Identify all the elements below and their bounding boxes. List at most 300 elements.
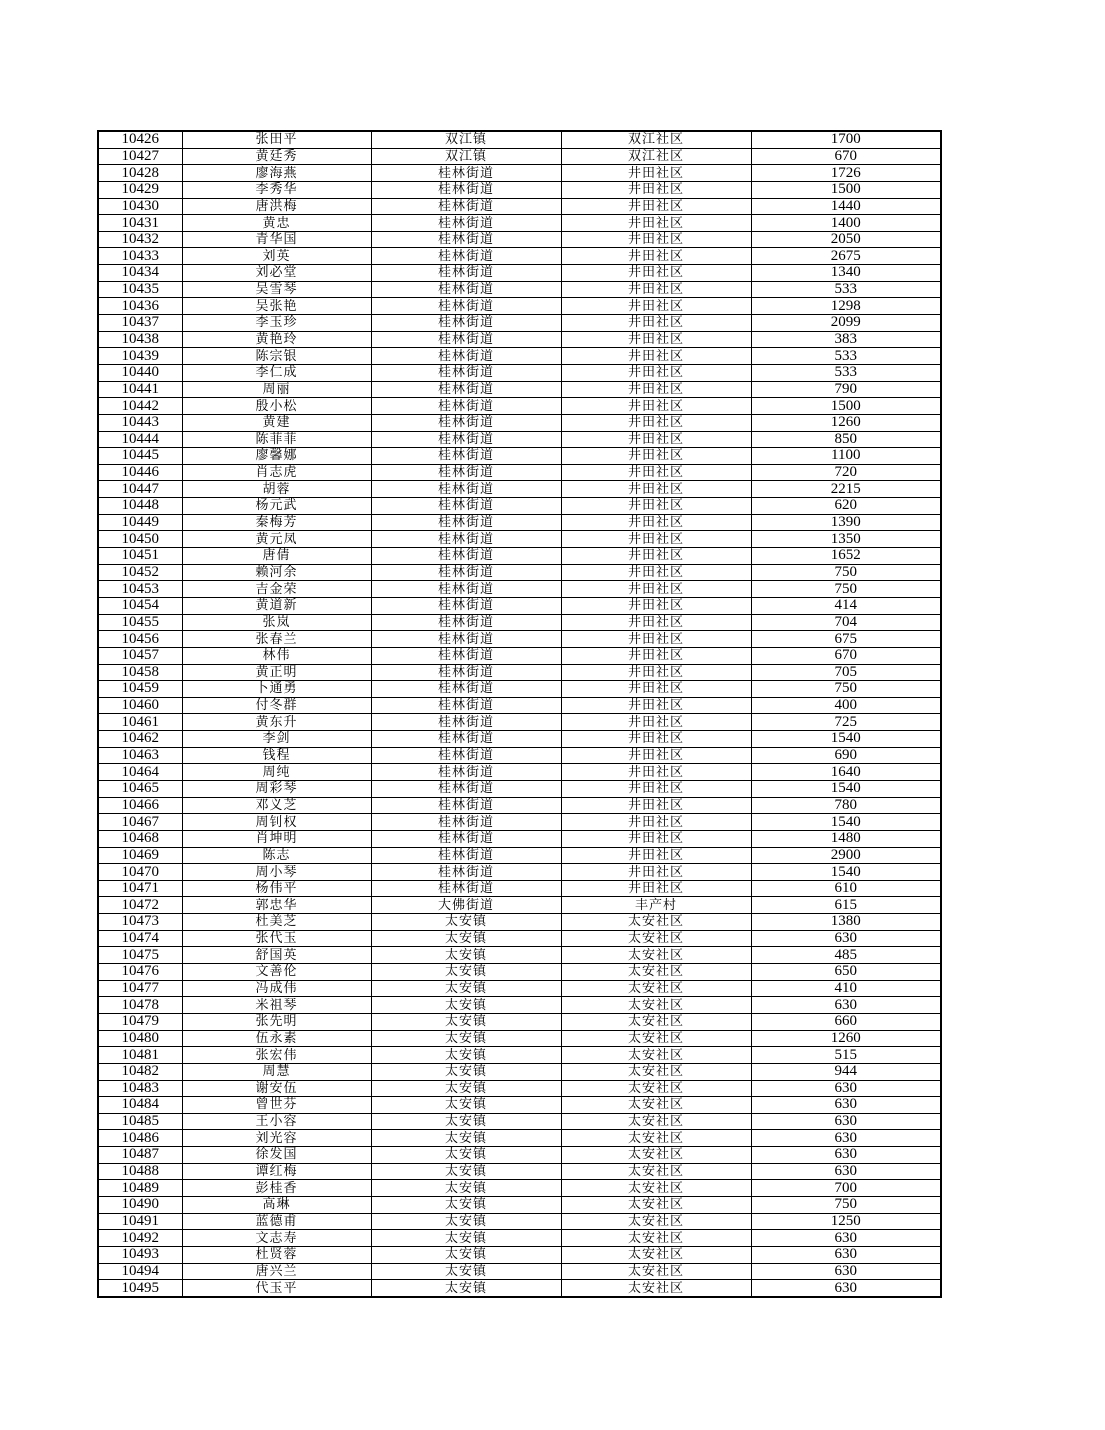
street-cell: 桂林街道 <box>371 181 561 198</box>
community-cell: 井田社区 <box>561 764 751 781</box>
community-cell: 井田社区 <box>561 880 751 897</box>
street-cell: 桂林街道 <box>371 198 561 215</box>
amount-cell: 1726 <box>751 165 941 182</box>
street-cell: 桂林街道 <box>371 298 561 315</box>
table-row <box>98 248 941 265</box>
name-cell: 周纯 <box>182 764 371 781</box>
row-id-cell: 10465 <box>98 780 182 797</box>
row-id-cell: 10428 <box>98 165 182 182</box>
street-cell: 桂林街道 <box>371 847 561 864</box>
community-cell: 井田社区 <box>561 348 751 365</box>
street-cell: 桂林街道 <box>371 714 561 731</box>
name-cell: 蓝德甫 <box>182 1213 371 1230</box>
street-cell: 太安镇 <box>371 1097 561 1114</box>
name-cell: 唐兴兰 <box>182 1263 371 1280</box>
amount-cell: 700 <box>751 1180 941 1197</box>
community-cell: 井田社区 <box>561 597 751 614</box>
name-cell: 曾世芬 <box>182 1097 371 1114</box>
street-cell: 桂林街道 <box>371 165 561 182</box>
table-row <box>98 464 941 481</box>
amount-cell: 1500 <box>751 181 941 198</box>
street-cell: 大佛街道 <box>371 897 561 914</box>
amount-cell: 610 <box>751 880 941 897</box>
community-cell: 井田社区 <box>561 498 751 515</box>
community-cell: 井田社区 <box>561 481 751 498</box>
row-id-cell: 10495 <box>98 1280 182 1297</box>
table-row <box>98 498 941 515</box>
table-row <box>98 731 941 748</box>
name-cell: 肖志虎 <box>182 464 371 481</box>
row-id-cell: 10429 <box>98 181 182 198</box>
table-row <box>98 398 941 415</box>
row-id-cell: 10464 <box>98 764 182 781</box>
amount-cell: 1380 <box>751 914 941 931</box>
community-cell: 井田社区 <box>561 331 751 348</box>
name-cell: 吉金荣 <box>182 581 371 598</box>
table-row <box>98 964 941 981</box>
amount-cell: 790 <box>751 381 941 398</box>
table-row <box>98 265 941 282</box>
table-row <box>98 747 941 764</box>
table-row <box>98 930 941 947</box>
table-row <box>98 914 941 931</box>
community-cell: 井田社区 <box>561 647 751 664</box>
name-cell: 吴张艳 <box>182 298 371 315</box>
community-cell: 双江社区 <box>561 131 751 148</box>
community-cell: 太安社区 <box>561 1180 751 1197</box>
name-cell: 刘光容 <box>182 1130 371 1147</box>
row-id-cell: 10431 <box>98 215 182 232</box>
street-cell: 太安镇 <box>371 964 561 981</box>
street-cell: 桂林街道 <box>371 348 561 365</box>
amount-cell: 620 <box>751 498 941 515</box>
community-cell: 井田社区 <box>561 864 751 881</box>
name-cell: 黄元凤 <box>182 531 371 548</box>
amount-cell: 533 <box>751 281 941 298</box>
table-row <box>98 1030 941 1047</box>
row-id-cell: 10458 <box>98 664 182 681</box>
table-row <box>98 1213 941 1230</box>
table-row <box>98 1113 941 1130</box>
street-cell: 桂林街道 <box>371 731 561 748</box>
name-cell: 郭忠华 <box>182 897 371 914</box>
name-cell: 赖河余 <box>182 564 371 581</box>
amount-cell: 1640 <box>751 764 941 781</box>
name-cell: 黄东升 <box>182 714 371 731</box>
community-cell: 井田社区 <box>561 814 751 831</box>
name-cell: 陈宗银 <box>182 348 371 365</box>
row-id-cell: 10442 <box>98 398 182 415</box>
street-cell: 太安镇 <box>371 1080 561 1097</box>
row-id-cell: 10482 <box>98 1063 182 1080</box>
street-cell: 桂林街道 <box>371 514 561 531</box>
row-id-cell: 10489 <box>98 1180 182 1197</box>
amount-cell: 944 <box>751 1063 941 1080</box>
street-cell: 桂林街道 <box>371 281 561 298</box>
row-id-cell: 10441 <box>98 381 182 398</box>
row-id-cell: 10453 <box>98 581 182 598</box>
name-cell: 王小容 <box>182 1113 371 1130</box>
street-cell: 太安镇 <box>371 1163 561 1180</box>
table-row <box>98 847 941 864</box>
table-row <box>98 348 941 365</box>
table-row <box>98 864 941 881</box>
row-id-cell: 10461 <box>98 714 182 731</box>
amount-cell: 2675 <box>751 248 941 265</box>
row-id-cell: 10457 <box>98 647 182 664</box>
amount-cell: 1540 <box>751 814 941 831</box>
community-cell: 井田社区 <box>561 681 751 698</box>
amount-cell: 1100 <box>751 448 941 465</box>
name-cell: 张代玉 <box>182 930 371 947</box>
table-row <box>98 1130 941 1147</box>
row-id-cell: 10481 <box>98 1047 182 1064</box>
name-cell: 付冬群 <box>182 697 371 714</box>
table-row <box>98 664 941 681</box>
table-row <box>98 431 941 448</box>
community-cell: 井田社区 <box>561 431 751 448</box>
street-cell: 桂林街道 <box>371 797 561 814</box>
community-cell: 井田社区 <box>561 281 751 298</box>
street-cell: 桂林街道 <box>371 780 561 797</box>
table-row <box>98 564 941 581</box>
row-id-cell: 10477 <box>98 980 182 997</box>
amount-cell: 1500 <box>751 398 941 415</box>
community-cell: 太安社区 <box>561 1246 751 1263</box>
table-row <box>98 1013 941 1030</box>
name-cell: 黄道新 <box>182 597 371 614</box>
table-row <box>98 315 941 332</box>
street-cell: 太安镇 <box>371 1147 561 1164</box>
name-cell: 李剑 <box>182 731 371 748</box>
amount-cell: 630 <box>751 1113 941 1130</box>
row-id-cell: 10478 <box>98 997 182 1014</box>
street-cell: 桂林街道 <box>371 531 561 548</box>
community-cell: 井田社区 <box>561 714 751 731</box>
amount-cell: 750 <box>751 581 941 598</box>
row-id-cell: 10472 <box>98 897 182 914</box>
community-cell: 太安社区 <box>561 1047 751 1064</box>
name-cell: 张春兰 <box>182 631 371 648</box>
community-cell: 太安社区 <box>561 1230 751 1247</box>
community-cell: 井田社区 <box>561 780 751 797</box>
table-row <box>98 1280 941 1297</box>
table-row <box>98 830 941 847</box>
table-row <box>98 281 941 298</box>
community-cell: 太安社区 <box>561 930 751 947</box>
name-cell: 黄艳玲 <box>182 331 371 348</box>
community-cell: 太安社区 <box>561 1280 751 1297</box>
name-cell: 秦梅芳 <box>182 514 371 531</box>
community-cell: 井田社区 <box>561 315 751 332</box>
row-id-cell: 10455 <box>98 614 182 631</box>
street-cell: 桂林街道 <box>371 614 561 631</box>
name-cell: 钱程 <box>182 747 371 764</box>
amount-cell: 1540 <box>751 780 941 797</box>
table-row <box>98 448 941 465</box>
amount-cell: 660 <box>751 1013 941 1030</box>
amount-cell: 630 <box>751 1097 941 1114</box>
community-cell: 井田社区 <box>561 747 751 764</box>
amount-cell: 1700 <box>751 131 941 148</box>
community-cell: 太安社区 <box>561 1097 751 1114</box>
street-cell: 桂林街道 <box>371 414 561 431</box>
name-cell: 邓义芝 <box>182 797 371 814</box>
street-cell: 太安镇 <box>371 1197 561 1214</box>
street-cell: 桂林街道 <box>371 448 561 465</box>
row-id-cell: 10426 <box>98 131 182 148</box>
community-cell: 井田社区 <box>561 398 751 415</box>
amount-cell: 630 <box>751 1130 941 1147</box>
amount-cell: 533 <box>751 348 941 365</box>
table-row <box>98 681 941 698</box>
name-cell: 刘必堂 <box>182 265 371 282</box>
row-id-cell: 10446 <box>98 464 182 481</box>
community-cell: 太安社区 <box>561 964 751 981</box>
street-cell: 桂林街道 <box>371 664 561 681</box>
amount-cell: 670 <box>751 647 941 664</box>
row-id-cell: 10450 <box>98 531 182 548</box>
name-cell: 廖馨娜 <box>182 448 371 465</box>
table-body <box>98 131 941 1297</box>
street-cell: 桂林街道 <box>371 315 561 332</box>
amount-cell: 2050 <box>751 231 941 248</box>
row-id-cell: 10430 <box>98 198 182 215</box>
row-id-cell: 10480 <box>98 1030 182 1047</box>
row-id-cell: 10435 <box>98 281 182 298</box>
community-cell: 井田社区 <box>561 381 751 398</box>
row-id-cell: 10454 <box>98 597 182 614</box>
community-cell: 井田社区 <box>561 548 751 565</box>
street-cell: 桂林街道 <box>371 265 561 282</box>
row-id-cell: 10432 <box>98 231 182 248</box>
row-id-cell: 10448 <box>98 498 182 515</box>
row-id-cell: 10490 <box>98 1197 182 1214</box>
table-row <box>98 714 941 731</box>
table-row <box>98 1163 941 1180</box>
table-row <box>98 1230 941 1247</box>
row-id-cell: 10459 <box>98 681 182 698</box>
amount-cell: 705 <box>751 664 941 681</box>
street-cell: 桂林街道 <box>371 548 561 565</box>
community-cell: 太安社区 <box>561 1213 751 1230</box>
name-cell: 代玉平 <box>182 1280 371 1297</box>
street-cell: 桂林街道 <box>371 747 561 764</box>
street-cell: 桂林街道 <box>371 697 561 714</box>
row-id-cell: 10463 <box>98 747 182 764</box>
community-cell: 井田社区 <box>561 298 751 315</box>
name-cell: 黄正明 <box>182 664 371 681</box>
amount-cell: 485 <box>751 947 941 964</box>
amount-cell: 630 <box>751 1246 941 1263</box>
table-row <box>98 780 941 797</box>
table-row <box>98 647 941 664</box>
community-cell: 双江社区 <box>561 148 751 165</box>
table-row <box>98 581 941 598</box>
street-cell: 太安镇 <box>371 1230 561 1247</box>
row-id-cell: 10443 <box>98 414 182 431</box>
name-cell: 肖坤明 <box>182 830 371 847</box>
name-cell: 谭红梅 <box>182 1163 371 1180</box>
amount-cell: 383 <box>751 331 941 348</box>
name-cell: 唐洪梅 <box>182 198 371 215</box>
row-id-cell: 10439 <box>98 348 182 365</box>
community-cell: 太安社区 <box>561 980 751 997</box>
row-id-cell: 10427 <box>98 148 182 165</box>
name-cell: 林伟 <box>182 647 371 664</box>
row-id-cell: 10467 <box>98 814 182 831</box>
name-cell: 文志寿 <box>182 1230 371 1247</box>
row-id-cell: 10452 <box>98 564 182 581</box>
name-cell: 冯成伟 <box>182 980 371 997</box>
name-cell: 李仁成 <box>182 364 371 381</box>
street-cell: 桂林街道 <box>371 398 561 415</box>
row-id-cell: 10470 <box>98 864 182 881</box>
name-cell: 吴雪琴 <box>182 281 371 298</box>
amount-cell: 1260 <box>751 414 941 431</box>
community-cell: 井田社区 <box>561 364 751 381</box>
amount-cell: 1400 <box>751 215 941 232</box>
amount-cell: 1390 <box>751 514 941 531</box>
street-cell: 太安镇 <box>371 980 561 997</box>
community-cell: 太安社区 <box>561 1147 751 1164</box>
community-cell: 丰产村 <box>561 897 751 914</box>
row-id-cell: 10488 <box>98 1163 182 1180</box>
row-id-cell: 10460 <box>98 697 182 714</box>
street-cell: 桂林街道 <box>371 248 561 265</box>
table-row <box>98 215 941 232</box>
amount-cell: 400 <box>751 697 941 714</box>
street-cell: 桂林街道 <box>371 814 561 831</box>
amount-cell: 630 <box>751 1080 941 1097</box>
community-cell: 太安社区 <box>561 947 751 964</box>
table-row <box>98 331 941 348</box>
amount-cell: 704 <box>751 614 941 631</box>
amount-cell: 1540 <box>751 731 941 748</box>
community-cell: 太安社区 <box>561 997 751 1014</box>
name-cell: 谢安伍 <box>182 1080 371 1097</box>
row-id-cell: 10436 <box>98 298 182 315</box>
street-cell: 桂林街道 <box>371 231 561 248</box>
row-id-cell: 10437 <box>98 315 182 332</box>
community-cell: 太安社区 <box>561 1163 751 1180</box>
name-cell: 黄建 <box>182 414 371 431</box>
amount-cell: 750 <box>751 564 941 581</box>
amount-cell: 630 <box>751 930 941 947</box>
row-id-cell: 10462 <box>98 731 182 748</box>
name-cell: 彭桂香 <box>182 1180 371 1197</box>
street-cell: 太安镇 <box>371 1213 561 1230</box>
amount-cell: 850 <box>751 431 941 448</box>
row-id-cell: 10438 <box>98 331 182 348</box>
amount-cell: 630 <box>751 1147 941 1164</box>
community-cell: 井田社区 <box>561 564 751 581</box>
amount-cell: 2900 <box>751 847 941 864</box>
row-id-cell: 10456 <box>98 631 182 648</box>
table-row <box>98 597 941 614</box>
table-row <box>98 1197 941 1214</box>
street-cell: 桂林街道 <box>371 764 561 781</box>
street-cell: 太安镇 <box>371 1063 561 1080</box>
street-cell: 太安镇 <box>371 1263 561 1280</box>
row-id-cell: 10449 <box>98 514 182 531</box>
community-cell: 太安社区 <box>561 1013 751 1030</box>
amount-cell: 720 <box>751 464 941 481</box>
row-id-cell: 10485 <box>98 1113 182 1130</box>
name-cell: 周彩琴 <box>182 780 371 797</box>
row-id-cell: 10484 <box>98 1097 182 1114</box>
community-cell: 井田社区 <box>561 265 751 282</box>
row-id-cell: 10444 <box>98 431 182 448</box>
amount-cell: 414 <box>751 597 941 614</box>
community-cell: 井田社区 <box>561 830 751 847</box>
table-row <box>98 1147 941 1164</box>
amount-cell: 1480 <box>751 830 941 847</box>
amount-cell: 2215 <box>751 481 941 498</box>
table-row <box>98 814 941 831</box>
name-cell: 米祖琴 <box>182 997 371 1014</box>
name-cell: 周钊权 <box>182 814 371 831</box>
street-cell: 桂林街道 <box>371 880 561 897</box>
name-cell: 徐发国 <box>182 1147 371 1164</box>
street-cell: 桂林街道 <box>371 681 561 698</box>
table-row <box>98 880 941 897</box>
street-cell: 桂林街道 <box>371 830 561 847</box>
row-id-cell: 10487 <box>98 1147 182 1164</box>
street-cell: 桂林街道 <box>371 581 561 598</box>
amount-cell: 675 <box>751 631 941 648</box>
name-cell: 黄廷秀 <box>182 148 371 165</box>
community-cell: 井田社区 <box>561 448 751 465</box>
table-row <box>98 1063 941 1080</box>
row-id-cell: 10491 <box>98 1213 182 1230</box>
amount-cell: 690 <box>751 747 941 764</box>
table-row <box>98 181 941 198</box>
street-cell: 太安镇 <box>371 930 561 947</box>
amount-cell: 650 <box>751 964 941 981</box>
name-cell: 周小琴 <box>182 864 371 881</box>
street-cell: 太安镇 <box>371 947 561 964</box>
row-id-cell: 10483 <box>98 1080 182 1097</box>
street-cell: 桂林街道 <box>371 464 561 481</box>
table-row <box>98 381 941 398</box>
name-cell: 廖海燕 <box>182 165 371 182</box>
street-cell: 太安镇 <box>371 1113 561 1130</box>
street-cell: 太安镇 <box>371 997 561 1014</box>
community-cell: 井田社区 <box>561 531 751 548</box>
row-id-cell: 10440 <box>98 364 182 381</box>
amount-cell: 750 <box>751 681 941 698</box>
street-cell: 桂林街道 <box>371 215 561 232</box>
name-cell: 杨元武 <box>182 498 371 515</box>
name-cell: 杜贤蓉 <box>182 1246 371 1263</box>
street-cell: 太安镇 <box>371 914 561 931</box>
amount-cell: 670 <box>751 148 941 165</box>
amount-cell: 1340 <box>751 265 941 282</box>
data-table <box>97 130 942 1298</box>
row-id-cell: 10466 <box>98 797 182 814</box>
amount-cell: 1250 <box>751 1213 941 1230</box>
street-cell: 太安镇 <box>371 1280 561 1297</box>
table-row <box>98 531 941 548</box>
row-id-cell: 10468 <box>98 830 182 847</box>
street-cell: 桂林街道 <box>371 331 561 348</box>
name-cell: 周丽 <box>182 381 371 398</box>
row-id-cell: 10476 <box>98 964 182 981</box>
name-cell: 殷小松 <box>182 398 371 415</box>
amount-cell: 780 <box>751 797 941 814</box>
street-cell: 桂林街道 <box>371 564 561 581</box>
